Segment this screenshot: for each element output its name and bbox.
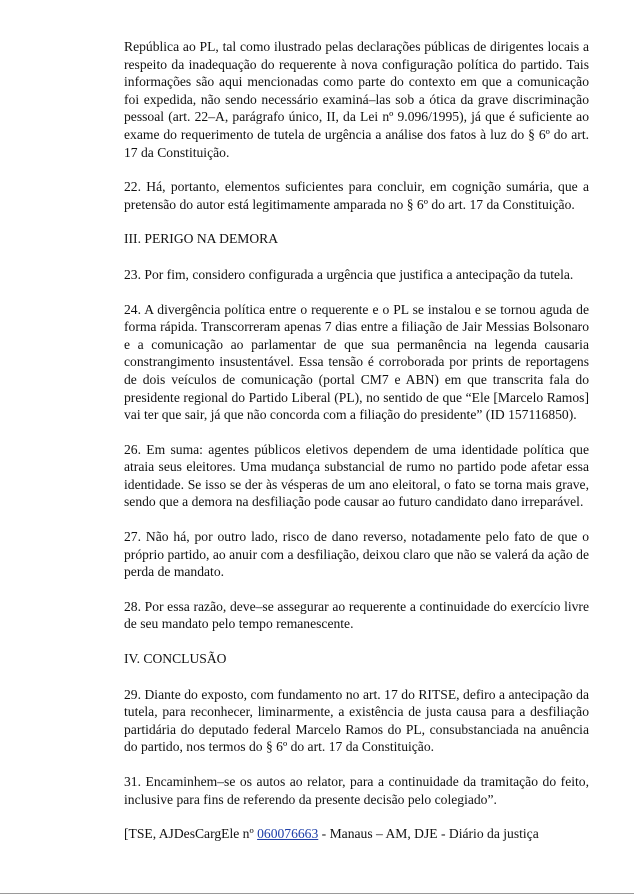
section-heading-conclusao: IV. CONCLUSÃO [124,651,227,667]
reference-suffix: - Manaus – AM, DJE - Diário da justiça [318,826,539,842]
section-heading-perigo-na-demora: III. PERIGO NA DEMORA [124,231,279,247]
document-body [124,38,589,843]
paragraph-31: 31. Encaminhem–se os autos ao relator, para a continuidade da tramitação do feito, inclusive para fins de referendo da presente decisão pelo colegiado”. [124,774,589,807]
reference-citation [124,825,589,843]
reference-prefix: [TSE, AJDesCargEle nº [124,826,258,842]
paragraph-29: 29. Diante do exposto, com fundamento no art. 17 do RITSE, defiro a antecipação da tutela, para reconhecer, liminarmente, a existência de justa causa para a desfiliação partidária do deputado federal Marcelo Ramos do PL, consubstanciada na anuência do partido, nos termos do § 6º do art. 17 da Constituição. [124,686,589,755]
paragraph-context: República ao PL, tal como ilustrado pelas declarações públicas de dirigentes locais a respeito da inadequação do requerente à nova configuração política do partido. Tais informações são aqui mencionadas como parte do contexto em que a comunicação foi expedida, não sendo necessário examiná–las sob a ótica da grave discriminação pessoal (art. 22–A, parágrafo único, II, da Lei nº 9.096/1995), já que é suficiente ao exame do requerimento de tutela de urgência a análise dos fatos à luz do § 6º do art. 17 da Constituição. [124,39,589,160]
paragraph-22: 22. Há, portanto, elementos suficientes para concluir, em cognição sumária, que a pretensão do autor está legitimamente amparada no § 6º do art. 17 da Constituição. [124,179,589,212]
page-bottom-divider [0,893,634,894]
process-number-link[interactable]: 060076663 [257,826,319,842]
paragraph-28: 28. Por essa razão, deve–se assegurar ao requerente a continuidade do exercício livre de seu mandato pelo tempo remanescente. [124,598,589,632]
paragraph-23: 23. Por fim, considero configurada a urgência que justifica a antecipação da tutela. [124,266,574,282]
paragraph-26: 26. Em suma: agentes públicos eletivos dependem de uma identidade política que atraia seus eleitores. Uma mudança substancial de rumo no partido pode afetar essa identidade. Se isso se der às vésperas de um ano eleitoral, o fato se torna mais grave, sendo que a demora na desfiliação pode causar ao futuro candidato dano irreparável. [124,441,589,510]
paragraph-24: 24. A divergência política entre o requerente e o PL se instalou e se tornou aguda de forma rápida. Transcorreram apenas 7 dias entre a filiação de Jair Messias Bolsonaro e a comunicação ao parlamentar de que sua permanência na legenda causaria constrangimento insustentável. Essa tensão é corroborada por prints de reportagens de dois veículos de comunicação (portal CM7 e ABN) em que transcrita fala do presidente regional do Partido Liberal (PL), no sentido de que “Ele [Marcelo Ramos] vai ter que sair, já que não concorda com a filiação do presidente” (ID 157116850). [124,301,589,423]
paragraph-27: 27. Não há, por outro lado, risco de dano reverso, notadamente pelo fato de que o próprio partido, ao anuir com a desfiliação, deixou claro que não se valerá da ação de perda de mandato. [124,529,589,580]
